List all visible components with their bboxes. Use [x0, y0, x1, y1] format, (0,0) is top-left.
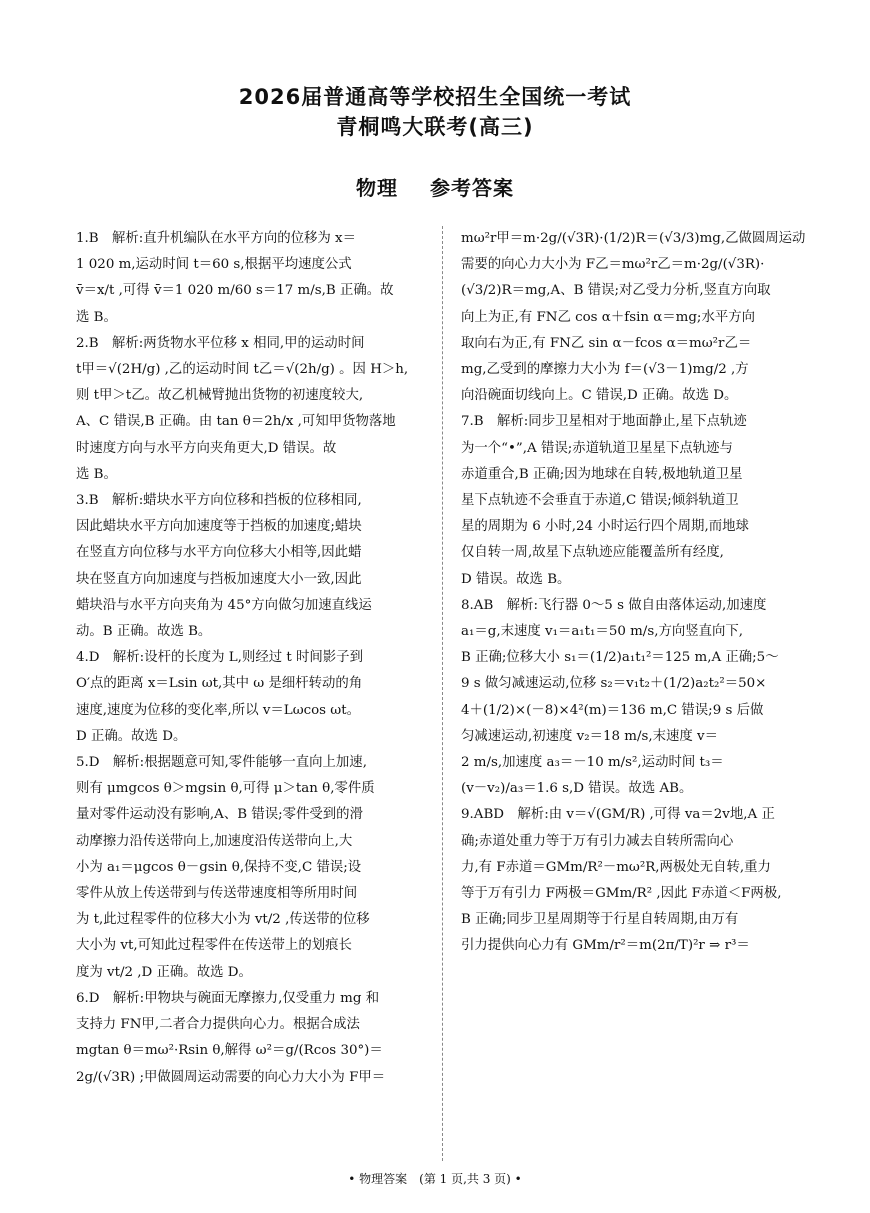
text-line: 取向右为正,有 FN乙 sin α－fcos α＝mω²r乙＝ — [461, 335, 752, 351]
text-line: 大小为 vt,可知此过程零件在传送带上的划痕长 — [76, 938, 352, 954]
text-line: 在竖直方向位移与水平方向位移大小相等,因此蜡 — [76, 545, 362, 561]
text-line: 4＋(1/2)×(－8)×4²(m)＝136 m,C 错误;9 s 后做 — [461, 702, 764, 718]
text-line: 星的周期为 6 小时,24 小时运行四个周期,而地球 — [461, 519, 749, 535]
subject-name: 物理 — [356, 176, 399, 200]
text-line: 星下点轨迹不会垂直于赤道,C 错误;倾斜轨道卫 — [461, 493, 739, 509]
text-line: 量对零件运动没有影响,A、B 错误;零件受到的滑 — [76, 807, 363, 823]
text-line: 时速度方向与水平方向夹角更大,D 错误。故 — [76, 440, 337, 456]
text-line: a₁＝g,末速度 v₁＝a₁t₁＝50 m/s,方向竖直向下, — [461, 624, 744, 640]
text-line: 向沿碗面切线向上。C 错误,D 正确。故选 D。 — [461, 388, 738, 404]
exam-subtitle: 青桐鸣大联考(高三) — [336, 115, 534, 139]
text-line: mg,乙受到的摩擦力大小为 f＝(√3－1)mg/2 ,方 — [461, 362, 749, 378]
text-line: mω²r甲＝m·2g/(√3R)·(1/2)R＝(√3/3)mg,乙做圆周运动 — [461, 231, 806, 246]
text-line: 蜡块沿与水平方向夹角为 45°方向做匀加速直线运 — [76, 597, 372, 613]
text-line: 选 B。 — [76, 309, 117, 325]
text-line: O′点的距离 x＝Lsin ωt,其中 ω 是细杆转动的角 — [76, 676, 363, 692]
doc-type: 参考答案 — [429, 176, 514, 200]
text-line: v̄＝x/t ,可得 v̄＝1 020 m/60 s＝17 m/s,B 正确。故 — [76, 283, 394, 299]
text-line: 2.B 解析:两货物水平位移 x 相同,甲的运动时间 — [76, 335, 365, 351]
text-line: (v－v₂)/a₃＝1.6 s,D 错误。故选 AB。 — [461, 781, 693, 797]
text-line: 度为 vt/2 ,D 正确。故选 D。 — [76, 964, 252, 980]
text-line: 2g/(√3R) ;甲做圆周运动需要的向心力大小为 F甲＝ — [76, 1069, 386, 1085]
text-line: t甲＝√(2H/g) ,乙的运动时间 t乙＝√(2h/g) 。因 H＞h, — [76, 362, 409, 378]
text-line: 9.ABD 解析:由 v＝√(GM/R) ,可得 va＝2v地,A 正 — [461, 807, 775, 823]
text-line: 选 B。 — [76, 466, 117, 482]
text-line: 6.D 解析:甲物块与碗面无摩擦力,仅受重力 mg 和 — [76, 990, 380, 1006]
text-line: B 正确;同步卫星周期等于行星自转周期,由万有 — [461, 912, 739, 928]
text-line: 零件从放上传送带到与传送带速度相等所用时间 — [76, 886, 358, 902]
text-line: mgtan θ＝mω²·Rsin θ,解得 ω²＝g/(Rcos 30°)＝ — [76, 1043, 383, 1059]
text-line: 3.B 解析:蜡块水平方向位移和挡板的位移相同, — [76, 493, 362, 509]
text-line: 5.D 解析:根据题意可知,零件能够一直向上加速, — [76, 755, 367, 771]
text-line: 2 m/s,加速度 a₃＝－10 m/s²,运动时间 t₃＝ — [461, 755, 724, 771]
text-line: 赤道重合,B 正确;因为地球在自转,极地轨道卫星 — [461, 466, 743, 482]
text-line: 确;赤道处重力等于万有引力减去自转所需向心 — [461, 833, 734, 849]
text-line: 4.D 解析:设杆的长度为 L,则经过 t 时间影子到 — [76, 650, 363, 666]
column-divider — [442, 226, 443, 1161]
text-line: D 错误。故选 B。 — [461, 571, 571, 587]
document-header — [0, 82, 870, 142]
text-line: D 正确。故选 D。 — [76, 728, 187, 744]
page-footer: • 物理答案 (第 1 页,共 3 页) • — [348, 1172, 522, 1186]
text-line: 需要的向心力大小为 F乙＝mω²r乙＝m·2g/(√3R)· — [461, 257, 765, 273]
text-line: 7.B 解析:同步卫星相对于地面静止,星下点轨迹 — [461, 414, 747, 430]
text-line: 9 s 做匀减速运动,位移 s₂＝v₁t₂＋(1/2)a₂t₂²＝50× — [461, 676, 767, 692]
text-line: 1 020 m,运动时间 t＝60 s,根据平均速度公式 — [76, 257, 352, 273]
text-line: 动。B 正确。故选 B。 — [76, 624, 212, 640]
text-line: 1.B 解析:直升机编队在水平方向的位移为 x＝ — [76, 231, 356, 246]
text-line: 为一个“•”,A 错误;赤道轨道卫星星下点轨迹与 — [461, 440, 733, 456]
text-line: 引力提供向心力有 GMm/r²＝m(2π/T)²r ⇒ r³＝ — [461, 938, 750, 954]
text-line: 8.AB 解析:飞行器 0～5 s 做自由落体运动,加速度 — [461, 597, 767, 613]
exam-title: 2026届普通高等学校招生全国统一考试 — [238, 85, 632, 109]
text-line: 则有 μmgcos θ＞mgsin θ,可得 μ＞tan θ,零件质 — [76, 781, 375, 797]
text-line: 则 t甲＞t乙。故乙机械臂抛出货物的初速度较大, — [76, 388, 364, 404]
left-column — [76, 226, 424, 1091]
right-column — [461, 226, 811, 960]
text-line: 向上为正,有 FN乙 cos α＋fsin α＝mg;水平方向 — [461, 309, 756, 325]
text-line: 支持力 FN甲,二者合力提供向心力。根据合成法 — [76, 1017, 360, 1033]
text-line: 仅自转一周,故星下点轨迹应能覆盖所有经度, — [461, 545, 724, 561]
text-line: 为 t,此过程零件的位移大小为 vt/2 ,传送带的位移 — [76, 912, 370, 928]
text-line: 等于万有引力 F两极＝GMm/R² ,因此 F赤道＜F两极, — [461, 886, 782, 902]
text-line: 匀减速运动,初速度 v₂＝18 m/s,末速度 v＝ — [461, 728, 718, 744]
text-line: (√3/2)R＝mg,A、B 错误;对乙受力分析,竖直方向取 — [461, 283, 771, 299]
text-line: A、C 错误,B 正确。由 tan θ＝2h/x ,可知甲货物落地 — [76, 414, 396, 430]
text-line: 速度,速度为位移的变化率,所以 v＝Lωcos ωt。 — [76, 702, 360, 718]
text-line: 块在竖直方向加速度与挡板加速度大小一致,因此 — [76, 571, 362, 587]
subject-heading — [0, 172, 870, 201]
text-line: 动摩擦力沿传送带向上,加速度沿传送带向上,大 — [76, 833, 353, 849]
text-line: 小为 a₁＝μgcos θ－gsin θ,保持不变,C 错误;设 — [76, 859, 362, 875]
text-line: 力,有 F赤道＝GMm/R²－mω²R,两极处无自转,重力 — [461, 859, 771, 875]
text-line: B 正确;位移大小 s₁＝(1/2)a₁t₁²＝125 m,A 正确;5～ — [461, 650, 779, 666]
text-line: 因此蜡块水平方向加速度等于挡板的加速度;蜡块 — [76, 519, 362, 535]
